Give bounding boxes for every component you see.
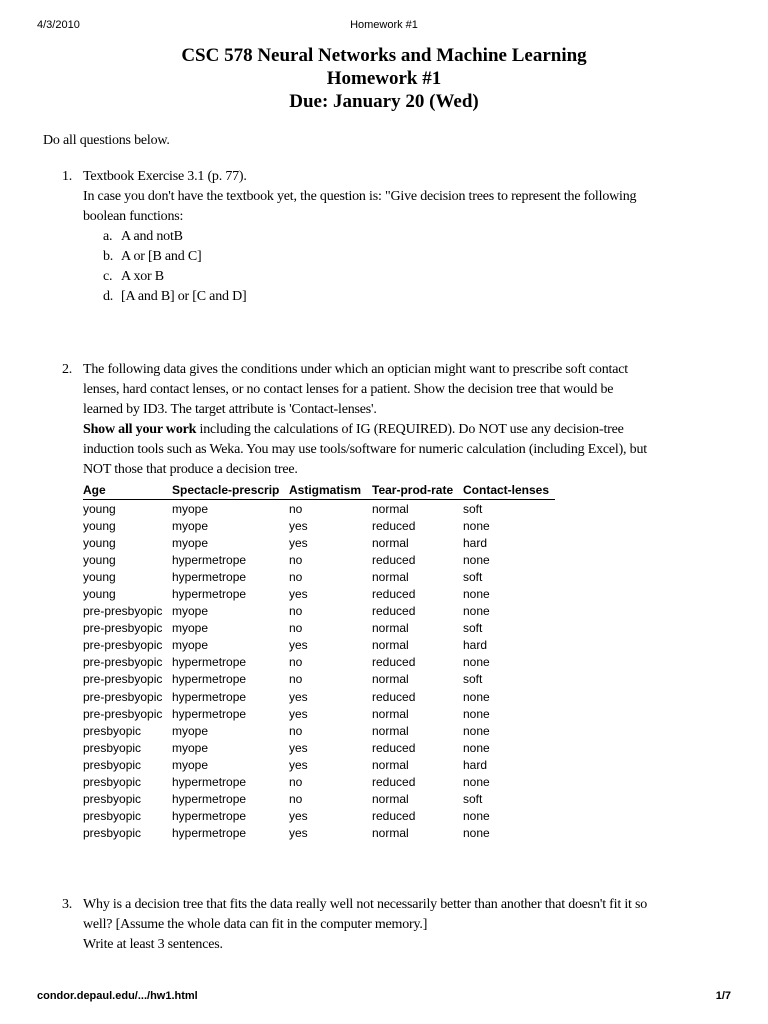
cell-contact-lenses: none	[463, 809, 490, 824]
cell-contact-lenses: none	[463, 604, 490, 619]
cell-contact-lenses: none	[463, 775, 490, 790]
cell-contact-lenses: soft	[463, 501, 483, 516]
table-row	[83, 739, 555, 756]
table-row	[83, 688, 555, 705]
cell-astigmatism: yes	[289, 740, 308, 755]
cell-astigmatism: yes	[289, 706, 308, 721]
question-1-item-b: b. A or [B and C]	[103, 249, 202, 264]
question-3	[62, 895, 712, 955]
cell-spectacle-prescrip: hypermetrope	[172, 826, 247, 841]
cell-spectacle-prescrip: myope	[172, 535, 209, 550]
cell-astigmatism: no	[289, 723, 303, 738]
question-2-number: 2.	[62, 362, 73, 377]
question-1-line-3: boolean functions:	[83, 209, 184, 224]
question-2	[62, 360, 712, 480]
table-row	[83, 722, 555, 739]
question-3-line-1: Why is a decision tree that fits the data really well not necessarily better than another that doesn't fit it so	[83, 897, 648, 912]
cell-tear-prod-rate: reduced	[372, 518, 416, 533]
question-1-item-c: c. A xor B	[103, 269, 164, 284]
cell-contact-lenses: none	[463, 723, 490, 738]
question-1-number: 1.	[62, 169, 73, 184]
cell-age: pre-presbyopic	[83, 604, 163, 619]
cell-age: presbyopic	[83, 792, 142, 807]
cell-contact-lenses: none	[463, 689, 490, 704]
page-header	[37, 19, 731, 33]
table-row	[83, 756, 555, 773]
cell-age: young	[83, 501, 116, 516]
cell-spectacle-prescrip: hypermetrope	[172, 655, 247, 670]
cell-astigmatism: yes	[289, 809, 308, 824]
cell-spectacle-prescrip: hypermetrope	[172, 552, 247, 567]
question-3-line-2: well? [Assume the whole data can fit in the computer memory.]	[83, 917, 428, 932]
cell-spectacle-prescrip: hypermetrope	[172, 587, 247, 602]
table-body	[83, 500, 555, 842]
cell-spectacle-prescrip: hypermetrope	[172, 809, 247, 824]
cell-spectacle-prescrip: myope	[172, 604, 209, 619]
column-header-spectacle-prescrip: Spectacle-prescrip	[172, 482, 289, 500]
cell-astigmatism: yes	[289, 535, 308, 550]
cell-contact-lenses: none	[463, 518, 490, 533]
table-header-row	[83, 482, 555, 500]
cell-astigmatism: no	[289, 672, 303, 687]
question-2-line-3: learned by ID3. The target attribute is 'Contact-lenses'.	[83, 402, 377, 417]
cell-astigmatism: yes	[289, 587, 308, 602]
cell-astigmatism: no	[289, 775, 303, 790]
cell-contact-lenses: none	[463, 655, 490, 670]
cell-astigmatism: yes	[289, 826, 308, 841]
question-2-line-2: lenses, hard contact lenses, or no contact lenses for a patient. Show the decision tree that would be	[83, 382, 614, 397]
table-row	[83, 620, 555, 637]
cell-tear-prod-rate: reduced	[372, 604, 416, 619]
cell-contact-lenses: soft	[463, 621, 483, 636]
cell-contact-lenses: hard	[463, 638, 488, 653]
question-2-line-6: NOT those that produce a decision tree.	[83, 462, 298, 477]
cell-contact-lenses: none	[463, 826, 490, 841]
column-header-astigmatism: Astigmatism	[289, 482, 372, 500]
contact-lenses-data-table	[83, 482, 555, 842]
cell-astigmatism: no	[289, 569, 303, 584]
table-row	[83, 500, 555, 518]
table-row	[83, 603, 555, 620]
table-row	[83, 705, 555, 722]
cell-astigmatism: no	[289, 655, 303, 670]
cell-spectacle-prescrip: hypermetrope	[172, 792, 247, 807]
cell-tear-prod-rate: reduced	[372, 775, 416, 790]
cell-tear-prod-rate: reduced	[372, 689, 416, 704]
cell-spectacle-prescrip: myope	[172, 621, 209, 636]
cell-contact-lenses: soft	[463, 569, 483, 584]
cell-spectacle-prescrip: hypermetrope	[172, 706, 247, 721]
cell-age: presbyopic	[83, 775, 142, 790]
cell-tear-prod-rate: normal	[372, 672, 409, 687]
document-title	[0, 44, 768, 113]
question-1-item-d: d. [A and B] or [C and D]	[103, 289, 247, 304]
cell-age: young	[83, 587, 116, 602]
title-due-date: Due: January 20 (Wed)	[289, 91, 479, 112]
table-row	[83, 671, 555, 688]
cell-tear-prod-rate: normal	[372, 706, 409, 721]
cell-astigmatism: yes	[289, 638, 308, 653]
cell-age: pre-presbyopic	[83, 689, 163, 704]
header-title: Homework #1	[350, 19, 418, 31]
footer-page-number: 1/7	[715, 990, 731, 1002]
table-row	[83, 517, 555, 534]
cell-contact-lenses: none	[463, 706, 490, 721]
table-row	[83, 774, 555, 791]
cell-age: pre-presbyopic	[83, 706, 163, 721]
footer-url[interactable]: condor.depaul.edu/.../hw1.html	[37, 990, 198, 1002]
question-3-number: 3.	[62, 897, 73, 912]
cell-age: presbyopic	[83, 740, 142, 755]
question-2-line-5: induction tools such as Weka. You may use tools/software for numeric calculation (including Excel), but	[83, 442, 647, 457]
column-header-contact-lenses: Contact-lenses	[463, 482, 555, 500]
table-row	[83, 637, 555, 654]
cell-contact-lenses: hard	[463, 535, 488, 550]
question-1-line-2: In case you don't have the textbook yet, the question is: "Give decision trees to represent the following	[83, 189, 637, 204]
cell-contact-lenses: soft	[463, 792, 483, 807]
question-1	[62, 167, 712, 307]
cell-contact-lenses: hard	[463, 757, 488, 772]
question-1-line-1: Textbook Exercise 3.1 (p. 77).	[83, 169, 247, 184]
cell-tear-prod-rate: reduced	[372, 655, 416, 670]
cell-age: presbyopic	[83, 826, 142, 841]
table-row	[83, 654, 555, 671]
cell-tear-prod-rate: normal	[372, 535, 409, 550]
cell-astigmatism: yes	[289, 757, 308, 772]
show-work-emphasis: Show all your work	[83, 422, 197, 437]
cell-age: presbyopic	[83, 809, 142, 824]
cell-tear-prod-rate: normal	[372, 569, 409, 584]
question-2-line-4: Show all your work including the calculations of IG (REQUIRED). Do NOT use any decision-tree	[83, 422, 624, 437]
cell-age: young	[83, 569, 116, 584]
column-header-tear-prod-rate: Tear-prod-rate	[372, 482, 463, 500]
cell-tear-prod-rate: normal	[372, 501, 409, 516]
cell-spectacle-prescrip: hypermetrope	[172, 672, 247, 687]
cell-spectacle-prescrip: myope	[172, 638, 209, 653]
question-1-item-a: a. A and notB	[103, 229, 183, 244]
column-header-age: Age	[83, 482, 172, 500]
cell-tear-prod-rate: normal	[372, 757, 409, 772]
table-row	[83, 568, 555, 585]
cell-spectacle-prescrip: hypermetrope	[172, 689, 247, 704]
title-course: CSC 578 Neural Networks and Machine Learning	[181, 45, 587, 66]
cell-contact-lenses: none	[463, 740, 490, 755]
table-row	[83, 585, 555, 602]
cell-astigmatism: no	[289, 552, 303, 567]
cell-tear-prod-rate: normal	[372, 723, 409, 738]
cell-spectacle-prescrip: myope	[172, 757, 209, 772]
cell-astigmatism: no	[289, 604, 303, 619]
cell-age: young	[83, 518, 116, 533]
cell-spectacle-prescrip: myope	[172, 723, 209, 738]
question-2-line-1: The following data gives the conditions under which an optician might want to prescribe soft contact	[83, 362, 628, 377]
cell-age: young	[83, 552, 116, 567]
cell-age: pre-presbyopic	[83, 638, 163, 653]
cell-tear-prod-rate: normal	[372, 826, 409, 841]
question-3-line-3: Write at least 3 sentences.	[83, 937, 223, 952]
header-date: 4/3/2010	[37, 19, 80, 31]
table-row	[83, 791, 555, 808]
cell-tear-prod-rate: reduced	[372, 587, 416, 602]
cell-contact-lenses: none	[463, 552, 490, 567]
cell-spectacle-prescrip: myope	[172, 740, 209, 755]
cell-tear-prod-rate: reduced	[372, 552, 416, 567]
cell-tear-prod-rate: reduced	[372, 809, 416, 824]
table-row	[83, 551, 555, 568]
cell-astigmatism: no	[289, 621, 303, 636]
cell-astigmatism: yes	[289, 689, 308, 704]
table-row	[83, 825, 555, 842]
table-row	[83, 808, 555, 825]
cell-astigmatism: no	[289, 501, 303, 516]
cell-age: pre-presbyopic	[83, 621, 163, 636]
cell-age: presbyopic	[83, 723, 142, 738]
intro-text: Do all questions below.	[43, 133, 170, 148]
table-row	[83, 534, 555, 551]
cell-tear-prod-rate: normal	[372, 638, 409, 653]
cell-tear-prod-rate: normal	[372, 792, 409, 807]
cell-age: presbyopic	[83, 757, 142, 772]
cell-spectacle-prescrip: myope	[172, 501, 209, 516]
cell-spectacle-prescrip: myope	[172, 518, 209, 533]
cell-contact-lenses: soft	[463, 672, 483, 687]
title-homework: Homework #1	[326, 68, 442, 89]
cell-age: pre-presbyopic	[83, 672, 163, 687]
cell-tear-prod-rate: normal	[372, 621, 409, 636]
cell-contact-lenses: none	[463, 587, 490, 602]
page-footer	[37, 990, 731, 1004]
cell-astigmatism: no	[289, 792, 303, 807]
cell-age: young	[83, 535, 116, 550]
cell-age: pre-presbyopic	[83, 655, 163, 670]
cell-astigmatism: yes	[289, 518, 308, 533]
cell-tear-prod-rate: reduced	[372, 740, 416, 755]
cell-spectacle-prescrip: hypermetrope	[172, 569, 247, 584]
cell-spectacle-prescrip: hypermetrope	[172, 775, 247, 790]
